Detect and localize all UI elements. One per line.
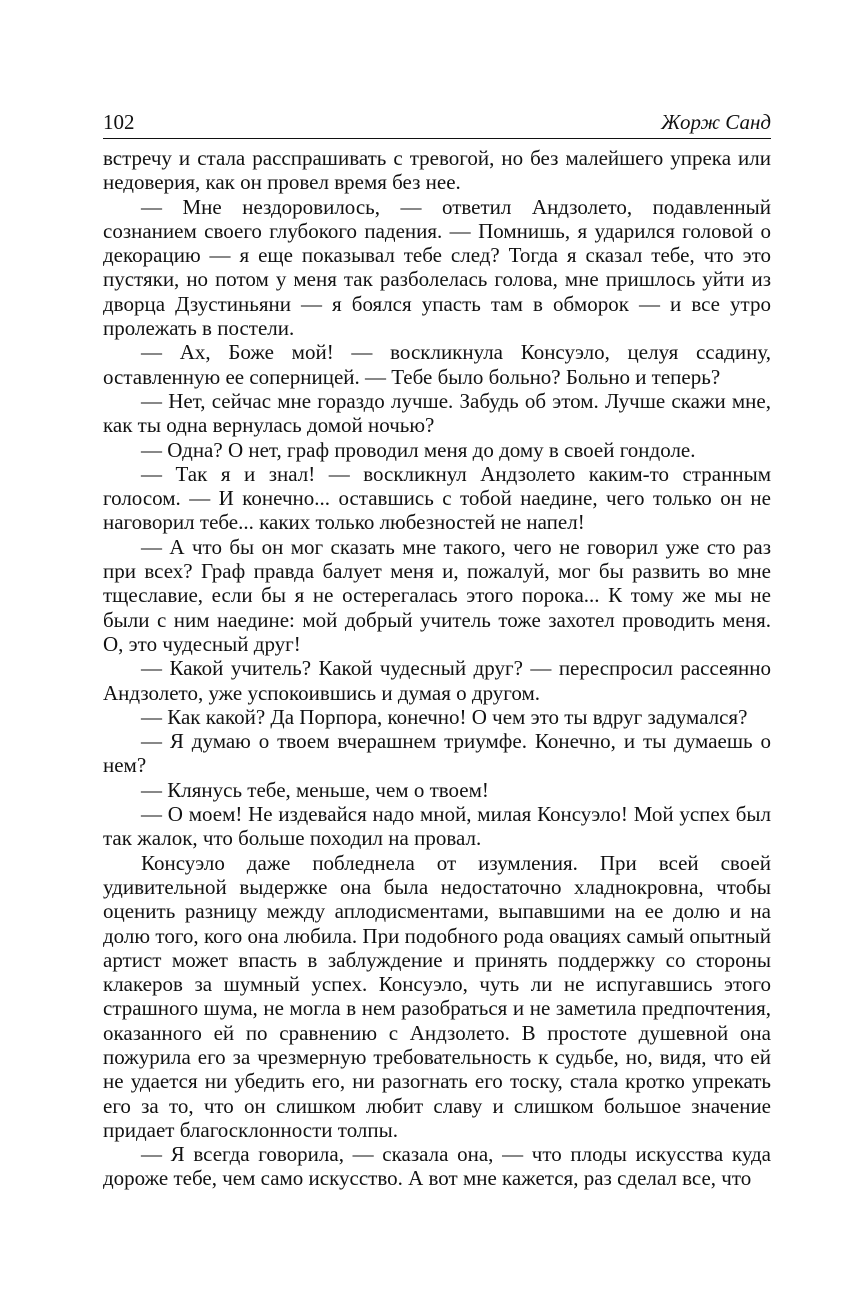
body-text [103,146,771,1191]
paragraph: — Ах, Боже мой! — воскликнула Консуэло, целуя ссадину, оставленную ее соперницей. — Тебе было больно? Больно и теперь? [103,340,771,389]
paragraph: — Я всегда говорила, — сказала она, — что плоды искусства куда дороже тебе, чем само искусство. А вот мне кажется, раз сделал все, что [103,1142,771,1191]
paragraph: — А что бы он мог сказать мне такого, чего не говорил уже сто раз при всех? Граф правда балует меня и, пожалуй, мог бы развить во мне тщеславие, если бы я не остерегалась этого порока... К тому же мы не были с ним наедине: мой добрый учитель тоже захотел проводить меня. О, это чудесный друг! [103,534,771,656]
page-number: 102 [103,110,135,134]
running-title: Жорж Санд [661,110,771,134]
paragraph: — Нет, сейчас мне гораздо лучше. Забудь об этом. Лучше скажи мне, как ты одна вернулась домой ночью? [103,388,771,438]
paragraph: — Какой учитель? Какой чудесный друг? — переспросил рассеянно Андзолето, уже успокоившись и думая о другом. [103,656,771,705]
paragraph: — Клянусь тебе, меньше, чем о твоем! [141,777,489,802]
paragraph: — О моем! Не издевайся надо мной, милая Консуэло! Мой успех был так жалок, что больше походил на провал. [103,802,771,851]
paragraph: Консуэло даже побледнела от изумления. При всей своей удивительной выдержке она была недостаточно хладнокровна, чтобы оценить разницу между аплодисментами, выпавшими на ее долю и на долю того, кого она любила. При подобного рода овациях самый опытный артист может впасть в заблуждение и принять поддержку со стороны клакеров за шумный успех. Консуэло, чуть ли не испугавшись этого страшного шума, не могла в нем разобраться и не заметила предпочтения, оказанного ей по сравнению с Андзолето. В простоте душевной она пожурила его за чрезмерную требовательность к судьбе, но, видя, что ей не удается ни убедить его, ни разогнать его тоску, стала кротко упрекать его за то, что он слишком любит славу и слишком большое значение придает благосклонности толпы. [103,850,771,1142]
paragraph: — Мне нездоровилось, — ответил Андзолето, подавленный сознанием своего глубокого падения. — Помнишь, я ударился головой о декорацию — я еще показывал тебе след? Тогда я сказал тебе, что это пустяки, но потом у меня так разболелась голова, мне пришлось уйти из дворца Дзустиньяни — я боялся упасть там в обморок — и все утро пролежать в постели. [103,194,771,341]
paragraph: встречу и стала расспрашивать с тревогой, но без малейшего упрека или недоверия, как он провел время без нее. [103,146,771,195]
paragraph: — Так я и знал! — воскликнул Андзолето каким-то странным голосом. — И конечно... оставшись с тобой наедине, чего только он не наговорил тебе... каких только любезностей не напел! [103,461,771,535]
paragraph: — Как какой? Да Порпора, конечно! О чем это ты вдруг задумался? [141,704,748,729]
paragraph: — Одна? О нет, граф проводил меня до дому в своей гондоле. [141,437,696,462]
paragraph: — Я думаю о твоем вчерашнем триумфе. Конечно, и ты думаешь о нем? [103,729,771,778]
page-header [103,108,771,139]
